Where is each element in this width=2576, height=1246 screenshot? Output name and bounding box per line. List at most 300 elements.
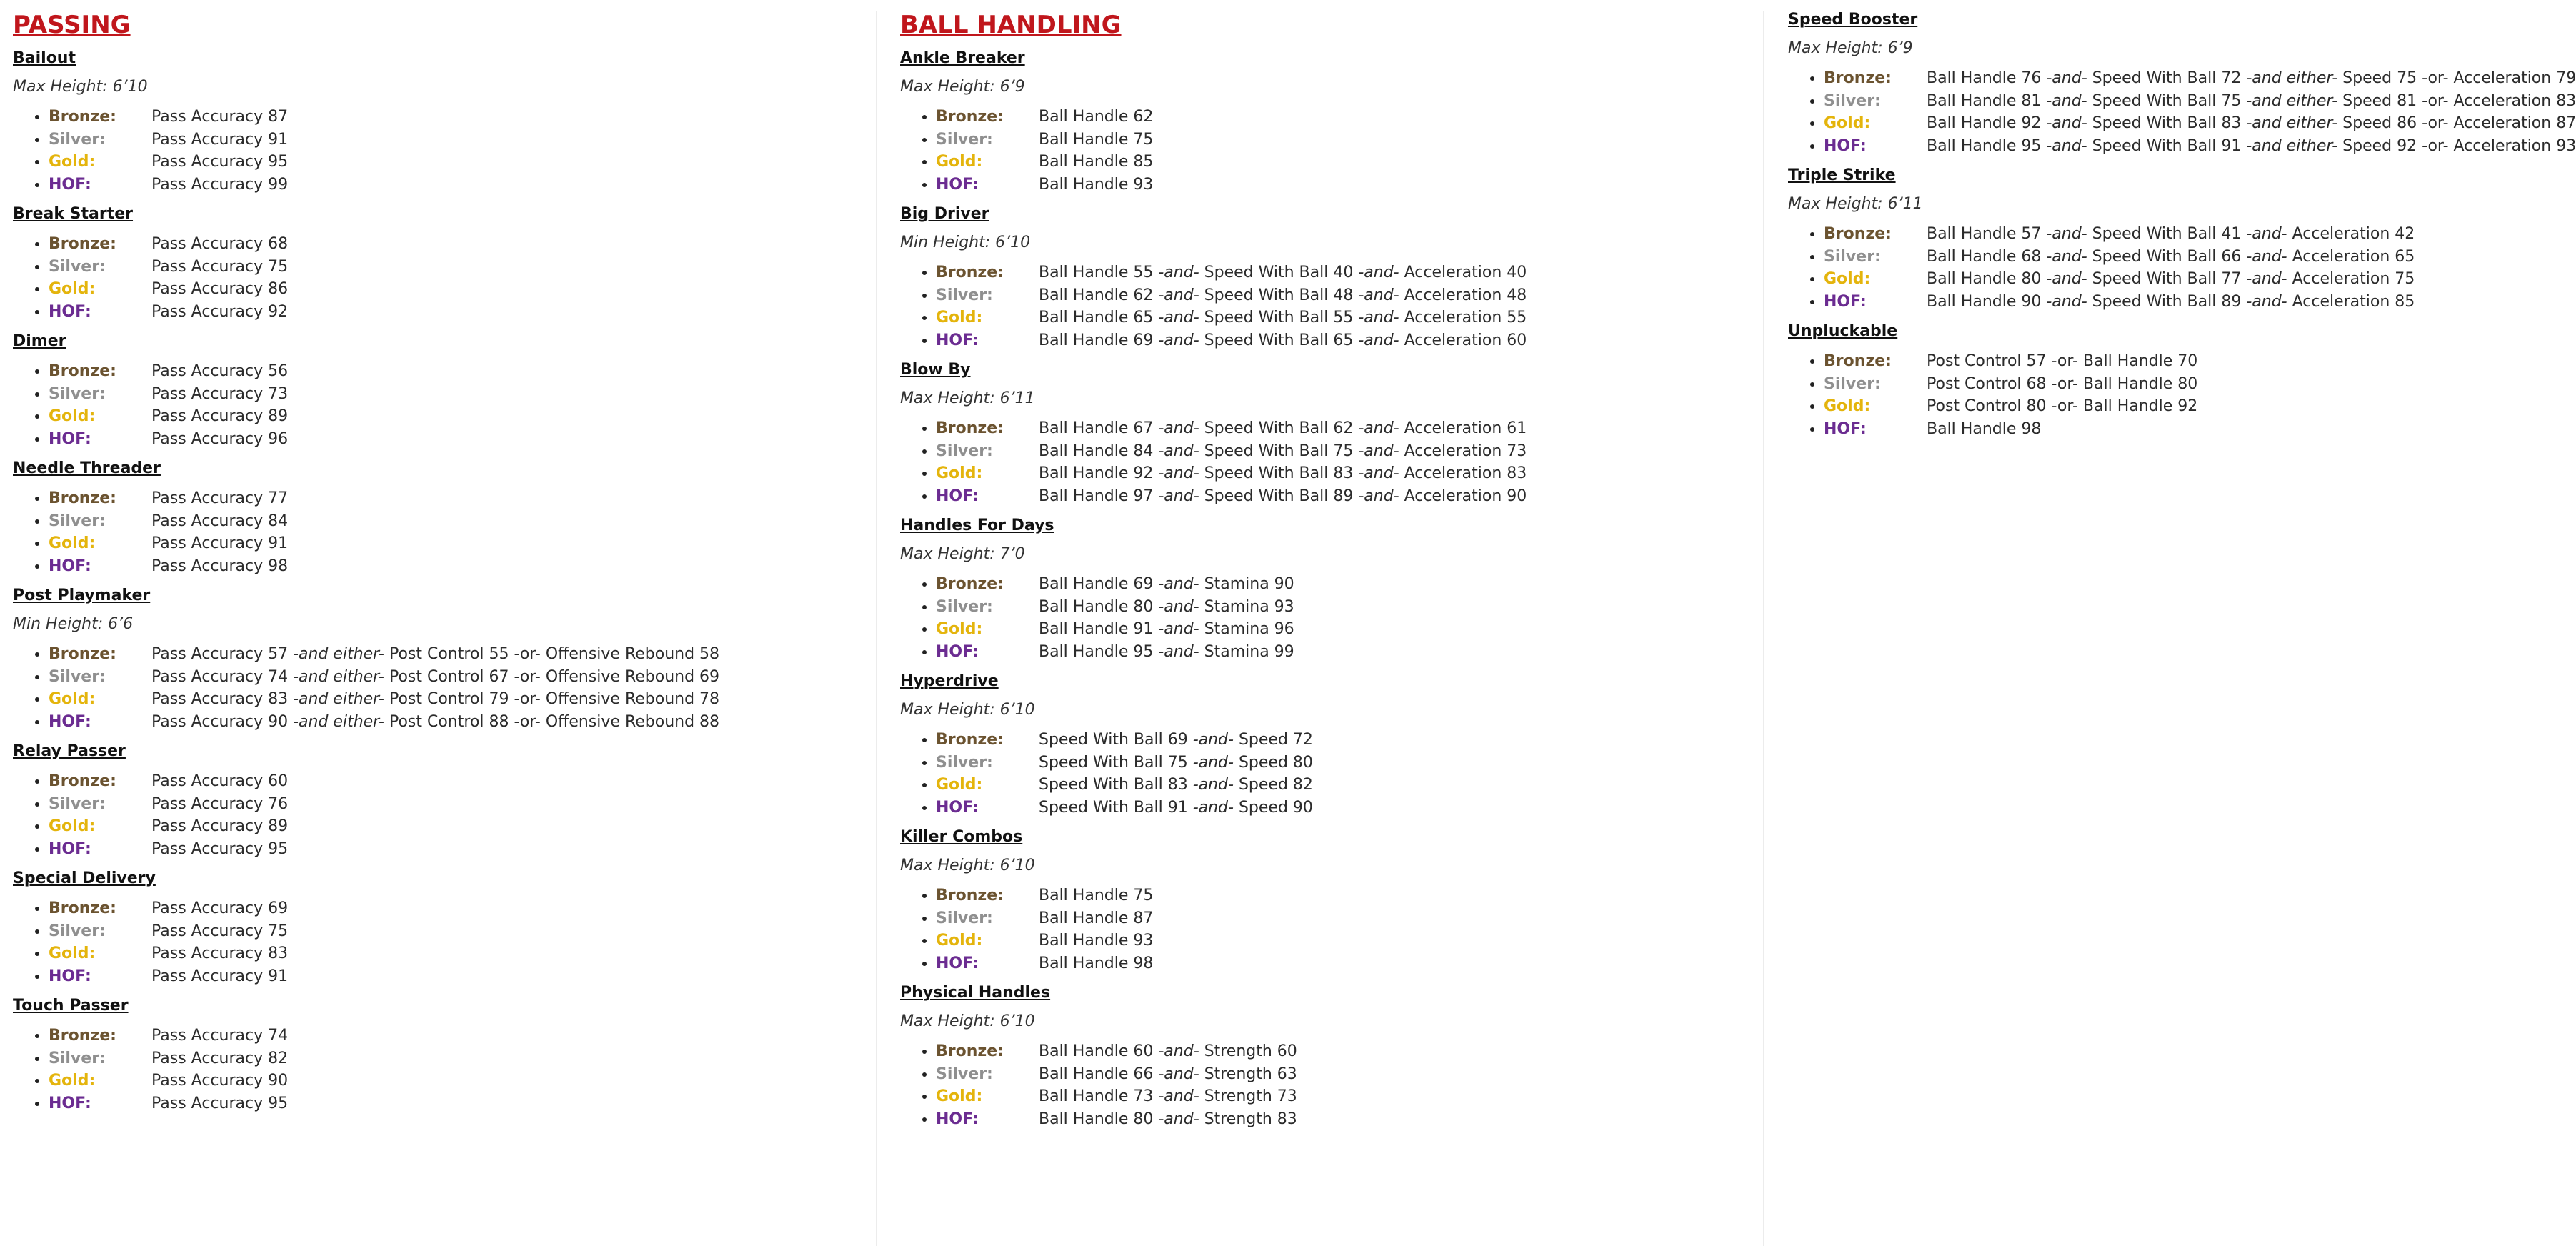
tier-label-silver: Silver: (49, 512, 106, 530)
tier-row (49, 428, 863, 451)
tier-row (1824, 350, 2531, 373)
tier-row (49, 278, 863, 301)
tier-requirement (151, 713, 719, 731)
requirement-text: Speed With Ball 41 (2087, 225, 2247, 243)
tier-requirement: Pass Accuracy 77 (151, 489, 289, 507)
requirement-connector: -and either- (293, 712, 384, 731)
tier-row (49, 711, 863, 734)
requirement-text: Ball Handle 76 (1927, 69, 2047, 87)
tier-requirement (1039, 620, 1294, 638)
tier-row (1824, 67, 2576, 90)
tier-label-silver: Silver: (49, 130, 106, 149)
badge-hyperdrive (900, 672, 1757, 819)
requirement-connector: -and- (1158, 1042, 1199, 1060)
tier-row (49, 106, 863, 129)
tier-row (936, 1040, 1757, 1063)
tier-label-silver: Silver: (936, 753, 993, 772)
tier-label-gold: Gold: (49, 945, 96, 962)
tier-list (900, 1040, 1757, 1130)
badge-height-requirement: Min Height: 6’10 (900, 234, 1031, 251)
tier-row (49, 555, 863, 578)
requirement-text: Stamina 99 (1199, 642, 1294, 661)
requirement-connector: -and- (1358, 331, 1399, 349)
tier-label-hof: HOF: (936, 487, 979, 505)
requirement-text: Ball Handle 80 (1039, 1110, 1159, 1128)
requirement-connector: -and- (2046, 247, 2087, 266)
tier-requirement: Pass Accuracy 95 (151, 153, 289, 171)
requirement-connector: -and- (1192, 776, 1234, 794)
tier-label-hof: HOF: (49, 712, 91, 731)
tier-row (936, 329, 1757, 352)
tier-requirement: Pass Accuracy 56 (151, 362, 289, 380)
badge-handles-for-days (900, 516, 1757, 663)
tier-label-gold: Gold: (49, 817, 96, 835)
badge-height-requirement: Max Height: 7’0 (900, 545, 1025, 563)
requirement-text: Speed With Ball 75 (1199, 442, 1359, 460)
requirement-connector: -and- (2046, 114, 2087, 132)
tier-row (1824, 112, 2576, 135)
badge-name: Blow By (900, 361, 971, 379)
tier-requirement (1039, 487, 1527, 505)
tier-label-hof: HOF: (936, 1110, 979, 1128)
requirement-text: Ball Handle 69 (1039, 331, 1159, 349)
requirement-text: Stamina 93 (1199, 597, 1294, 616)
tier-row (936, 417, 1757, 440)
tier-row (49, 1047, 863, 1070)
requirement-connector: -and either- (293, 690, 384, 708)
requirement-text: Acceleration 55 (1399, 309, 1527, 327)
tier-requirement: Ball Handle 93 (1039, 175, 1154, 194)
tier-label-gold: Gold: (1824, 397, 1871, 415)
tier-label-silver: Silver: (936, 909, 993, 927)
tier-requirement (1039, 1065, 1297, 1083)
requirement-text: Ball Handle 73 (1039, 1087, 1159, 1105)
tier-row (49, 487, 863, 510)
tier-row (936, 485, 1757, 508)
requirement-text: Speed With Ball 62 (1199, 419, 1359, 437)
requirement-connector: -and- (2046, 292, 2087, 311)
tier-row (49, 383, 863, 406)
tier-requirement (1039, 575, 1294, 593)
tier-requirement (1039, 643, 1294, 661)
requirement-connector: -and- (2046, 270, 2087, 288)
badge-name: Touch Passer (13, 997, 129, 1015)
tier-row (49, 233, 863, 256)
requirement-text: Pass Accuracy 90 (151, 712, 294, 731)
tier-row (936, 1085, 1757, 1108)
column-ball-handling (900, 10, 1757, 1139)
tier-list (13, 106, 863, 196)
tier-label-silver: Silver: (936, 1065, 993, 1083)
badge-needle-threader (13, 459, 863, 577)
tier-row (49, 688, 863, 711)
requirement-connector: -and- (1358, 419, 1399, 437)
requirement-text: Acceleration 90 (1399, 487, 1527, 505)
tier-label-silver: Silver: (936, 597, 993, 616)
requirement-text: Ball Handle 55 (1039, 264, 1159, 281)
badge-height-requirement: Min Height: 6’6 (13, 615, 134, 633)
tier-row (936, 174, 1757, 196)
tier-label-bronze: Bronze: (49, 108, 116, 126)
tier-row (49, 1092, 863, 1115)
requirement-text: Speed 72 (1233, 731, 1313, 749)
requirement-connector: -and- (2046, 69, 2087, 87)
tier-requirement: Pass Accuracy 89 (151, 407, 289, 425)
requirement-text: Speed With Ball 40 (1199, 264, 1359, 281)
badge-name: Killer Combos (900, 828, 1023, 846)
requirement-connector: -and- (1158, 464, 1199, 482)
requirement-text: Acceleration 61 (1399, 419, 1527, 437)
tier-requirement (151, 690, 719, 708)
tier-requirement: Post Control 68 -or- Ball Handle 80 (1927, 374, 2198, 393)
requirement-text: Speed 80 (1233, 753, 1313, 772)
badge-triple-strike (1788, 166, 2531, 313)
requirement-connector: -and- (2046, 136, 2087, 155)
requirement-connector: -and- (1158, 286, 1199, 304)
requirement-text: Post Control 67 -or- Offensive Rebound 69 (384, 667, 720, 686)
requirement-connector: -and- (2046, 225, 2087, 243)
tier-label-silver: Silver: (49, 1049, 106, 1067)
badge-height-requirement: Max Height: 6’10 (900, 857, 1035, 874)
requirement-text: Strength 83 (1199, 1110, 1297, 1128)
tier-label-hof: HOF: (1824, 136, 1867, 155)
requirement-text: Ball Handle 90 (1927, 292, 2047, 311)
tier-row (49, 532, 863, 555)
requirement-text: Strength 60 (1199, 1042, 1297, 1060)
tier-requirement (151, 668, 719, 686)
tier-requirement: Pass Accuracy 99 (151, 175, 289, 194)
tier-label-bronze: Bronze: (936, 1042, 1004, 1060)
tier-requirement: Ball Handle 93 (1039, 932, 1154, 950)
section-title: PASSING (13, 11, 131, 39)
tier-requirement (1039, 419, 1527, 437)
tier-row (936, 440, 1757, 463)
badge-height-requirement: Max Height: 6’11 (900, 389, 1035, 407)
requirement-connector: -and- (2246, 225, 2287, 243)
badge-ankle-breaker (900, 49, 1757, 196)
tier-label-hof: HOF: (49, 429, 91, 448)
tier-label-hof: HOF: (49, 967, 91, 985)
badge-physical-handles (900, 983, 1757, 1130)
tier-label-hof: HOF: (936, 175, 979, 194)
requirement-text: Speed With Ball 72 (2087, 69, 2247, 87)
requirement-text: Speed 86 -or- Acceleration 87 (2337, 114, 2576, 132)
tier-requirement: Pass Accuracy 98 (151, 557, 289, 575)
requirement-text: Speed With Ball 83 (1039, 776, 1193, 794)
requirement-text: Acceleration 85 (2287, 292, 2415, 311)
tier-row (49, 897, 863, 920)
tier-label-bronze: Bronze: (936, 108, 1004, 126)
tier-requirement (151, 645, 719, 663)
requirement-connector: -and- (1158, 419, 1199, 437)
tier-requirement: Ball Handle 85 (1039, 153, 1154, 171)
tier-requirement (1039, 332, 1527, 349)
badge-height-requirement: Max Height: 6’10 (900, 701, 1035, 719)
tier-list (13, 360, 863, 450)
requirement-text: Ball Handle 92 (1039, 464, 1159, 482)
requirement-text: Speed 90 (1233, 798, 1313, 817)
requirement-text: Acceleration 42 (2287, 225, 2415, 243)
tier-requirement (1039, 776, 1313, 794)
tier-row (1824, 246, 2531, 269)
requirement-text: Acceleration 48 (1399, 286, 1527, 304)
requirement-text: Ball Handle 92 (1927, 114, 2047, 132)
tier-requirement: Pass Accuracy 75 (151, 922, 289, 940)
requirement-text: Ball Handle 66 (1039, 1065, 1159, 1083)
requirement-connector: -and- (2246, 292, 2287, 311)
requirement-text: Speed With Ball 91 (1039, 798, 1193, 817)
tier-requirement (1927, 69, 2576, 87)
badge-height-requirement: Max Height: 6’9 (900, 78, 1025, 96)
tier-label-bronze: Bronze: (936, 419, 1004, 437)
tier-requirement: Pass Accuracy 92 (151, 302, 289, 321)
requirement-text: Speed 82 (1233, 776, 1313, 794)
requirement-text: Speed 92 -or- Acceleration 93 (2337, 136, 2576, 155)
tier-list (13, 897, 863, 987)
badge-name: Big Driver (900, 205, 989, 223)
tier-requirement (1927, 225, 2415, 243)
requirement-connector: -and- (1158, 442, 1199, 460)
tier-label-hof: HOF: (49, 1094, 91, 1112)
tier-label-gold: Gold: (49, 534, 96, 552)
badge-name: Special Delivery (13, 869, 156, 887)
tier-row (1824, 418, 2531, 441)
tier-row (1824, 395, 2531, 418)
tier-list (13, 643, 863, 733)
tier-label-silver: Silver: (49, 384, 106, 403)
tier-label-gold: Gold: (49, 280, 96, 298)
tier-requirement: Ball Handle 75 (1039, 130, 1154, 149)
requirement-text: Ball Handle 81 (1927, 91, 2047, 110)
badge-post-playmaker (13, 586, 863, 733)
requirement-text: Strength 63 (1199, 1065, 1297, 1083)
requirement-text: Ball Handle 57 (1927, 225, 2047, 243)
tier-row (936, 462, 1757, 485)
badge-name: Unpluckable (1788, 322, 1898, 340)
requirement-text: Ball Handle 67 (1039, 419, 1159, 437)
tier-list (1788, 350, 2531, 440)
tier-row (49, 1025, 863, 1047)
tier-row (936, 618, 1757, 641)
requirement-connector: -and- (1158, 1110, 1199, 1128)
tier-list (900, 884, 1757, 975)
requirement-connector: -and either- (2246, 69, 2338, 87)
requirement-text: Stamina 90 (1199, 575, 1294, 593)
tier-label-hof: HOF: (49, 557, 91, 575)
tier-requirement: Pass Accuracy 91 (151, 130, 289, 149)
tier-row (49, 770, 863, 793)
badge-height-requirement: Max Height: 6’10 (900, 1012, 1035, 1030)
badge-break-starter (13, 204, 863, 323)
tier-label-bronze: Bronze: (49, 362, 116, 380)
tier-row (49, 301, 863, 324)
tier-row (936, 641, 1757, 664)
requirement-connector: -and- (2046, 91, 2087, 110)
tier-requirement (1927, 92, 2576, 110)
requirement-connector: -and either- (293, 667, 384, 686)
tier-row (936, 907, 1757, 930)
tier-requirement (1039, 1042, 1297, 1060)
requirement-text: Ball Handle 62 (1039, 286, 1159, 304)
requirement-text: Acceleration 75 (2287, 270, 2415, 288)
tier-label-gold: Gold: (49, 690, 96, 708)
tier-label-gold: Gold: (1824, 270, 1871, 288)
requirement-text: Pass Accuracy 83 (151, 690, 294, 708)
badge-dimer (13, 332, 863, 450)
requirement-text: Speed With Ball 77 (2087, 270, 2247, 288)
tier-row (1824, 268, 2531, 291)
tier-row (49, 174, 863, 196)
tier-row (49, 360, 863, 383)
tier-requirement: Pass Accuracy 89 (151, 817, 289, 835)
tier-row (936, 573, 1757, 596)
tier-requirement: Pass Accuracy 86 (151, 280, 289, 298)
requirement-text: Ball Handle 84 (1039, 442, 1159, 460)
tier-label-bronze: Bronze: (49, 645, 116, 663)
tier-list (1788, 67, 2576, 157)
tier-row (936, 752, 1757, 774)
requirement-connector: -and- (1158, 309, 1199, 327)
requirement-text: Speed With Ball 83 (2087, 114, 2247, 132)
tier-label-silver: Silver: (1824, 91, 1881, 110)
section-title: BALL HANDLING (900, 11, 1122, 39)
badge-name: Physical Handles (900, 984, 1051, 1002)
requirement-connector: -and- (1358, 487, 1399, 505)
badge-name: Ankle Breaker (900, 49, 1025, 67)
requirement-connector: -and- (2246, 270, 2287, 288)
tier-row (1824, 373, 2531, 396)
tier-row (936, 261, 1757, 284)
requirement-text: Strength 73 (1199, 1087, 1297, 1105)
tier-requirement (1039, 731, 1313, 749)
tier-row (936, 151, 1757, 174)
tier-label-hof: HOF: (49, 302, 91, 321)
requirement-connector: -and either- (293, 645, 384, 663)
tier-requirement: Pass Accuracy 91 (151, 967, 289, 985)
requirement-text: Stamina 96 (1199, 620, 1294, 638)
badge-name: Triple Strike (1788, 166, 1896, 184)
badge-name: Post Playmaker (13, 587, 151, 604)
tier-label-bronze: Bronze: (49, 235, 116, 253)
badge-killer-combos (900, 827, 1757, 975)
column-ball-handling-continued (1788, 10, 2576, 449)
tier-label-bronze: Bronze: (49, 772, 116, 790)
tier-label-silver: Silver: (49, 257, 106, 276)
badge-height-requirement: Max Height: 6’9 (1788, 39, 1913, 57)
requirement-connector: -and- (1158, 575, 1199, 593)
requirement-connector: -and either- (2246, 91, 2338, 110)
tier-requirement: Pass Accuracy 73 (151, 384, 289, 403)
requirement-text: Speed With Ball 69 (1039, 731, 1193, 749)
badge-height-requirement: Max Height: 6’10 (13, 78, 148, 96)
tier-requirement: Pass Accuracy 84 (151, 512, 289, 530)
tier-label-bronze: Bronze: (1824, 69, 1892, 87)
badge-bailout (13, 49, 863, 196)
tier-label-bronze: Bronze: (936, 575, 1004, 593)
tier-requirement: Pass Accuracy 60 (151, 772, 289, 790)
requirement-connector: -and- (1158, 642, 1199, 661)
tier-label-gold: Gold: (936, 932, 983, 950)
tier-row (49, 666, 863, 689)
tier-requirement: Ball Handle 98 (1927, 419, 2042, 438)
tier-label-gold: Gold: (49, 153, 96, 171)
requirement-connector: -and- (1358, 264, 1399, 281)
requirement-connector: -and- (1158, 1065, 1199, 1083)
tier-requirement: Pass Accuracy 69 (151, 899, 289, 917)
requirement-connector: -and either- (2246, 114, 2338, 132)
tier-label-silver: Silver: (49, 667, 106, 686)
requirement-connector: -and- (2246, 247, 2287, 266)
tier-label-hof: HOF: (936, 331, 979, 349)
tier-row (49, 942, 863, 965)
tier-requirement: Pass Accuracy 83 (151, 945, 289, 962)
tier-row (49, 405, 863, 428)
tier-label-bronze: Bronze: (936, 264, 1004, 281)
tier-requirement (1039, 264, 1527, 281)
tier-requirement: Post Control 57 -or- Ball Handle 70 (1927, 352, 2198, 370)
tier-label-silver: Silver: (936, 442, 993, 460)
tier-requirement (1039, 442, 1527, 460)
requirement-text: Speed With Ball 83 (1199, 464, 1359, 482)
requirement-connector: -and either- (2246, 136, 2338, 155)
tier-row (49, 965, 863, 988)
requirement-text: Speed With Ball 75 (2087, 91, 2247, 110)
badge-name: Break Starter (13, 205, 134, 223)
tier-label-silver: Silver: (1824, 374, 1881, 393)
tier-row (49, 793, 863, 816)
requirement-text: Post Control 79 -or- Offensive Rebound 78 (384, 690, 720, 708)
tier-row (1824, 90, 2576, 113)
badge-relay-passer (13, 742, 863, 860)
tier-row (49, 838, 863, 861)
tier-label-gold: Gold: (936, 309, 983, 327)
tier-label-gold: Gold: (1824, 114, 1871, 132)
tier-list (900, 417, 1757, 507)
requirement-text: Speed With Ball 48 (1199, 286, 1359, 304)
requirement-text: Speed With Ball 55 (1199, 309, 1359, 327)
requirement-text: Ball Handle 97 (1039, 487, 1159, 505)
tier-label-gold: Gold: (49, 407, 96, 425)
tier-label-hof: HOF: (936, 798, 979, 817)
tier-list (900, 573, 1757, 663)
badge-blow-by (900, 360, 1757, 507)
badge-name: Hyperdrive (900, 672, 999, 690)
requirement-text: Speed 75 -or- Acceleration 79 (2337, 69, 2576, 87)
requirement-text: Post Control 88 -or- Offensive Rebound 88 (384, 712, 720, 731)
tier-requirement: Pass Accuracy 68 (151, 235, 289, 253)
badge-name: Handles For Days (900, 517, 1054, 534)
tier-row (49, 256, 863, 279)
requirement-connector: -and- (1192, 753, 1234, 772)
tier-requirement: Pass Accuracy 90 (151, 1072, 289, 1090)
tier-requirement: Pass Accuracy 95 (151, 1094, 289, 1112)
tier-requirement (1039, 464, 1527, 482)
requirement-connector: -and- (1192, 731, 1234, 749)
requirement-text: Ball Handle 95 (1039, 642, 1159, 661)
tier-label-gold: Gold: (936, 1087, 983, 1105)
tier-requirement (1927, 248, 2415, 266)
requirement-connector: -and- (1158, 487, 1199, 505)
requirement-text: Post Control 55 -or- Offensive Rebound 58 (384, 645, 720, 663)
tier-row (936, 774, 1757, 797)
requirement-text: Ball Handle 69 (1039, 575, 1159, 593)
requirement-connector: -and- (1358, 464, 1399, 482)
tier-label-hof: HOF: (1824, 292, 1867, 311)
badge-height-requirement: Max Height: 6’11 (1788, 195, 1923, 213)
tier-row (49, 1070, 863, 1092)
badge-name: Relay Passer (13, 742, 126, 760)
tier-row (936, 884, 1757, 907)
